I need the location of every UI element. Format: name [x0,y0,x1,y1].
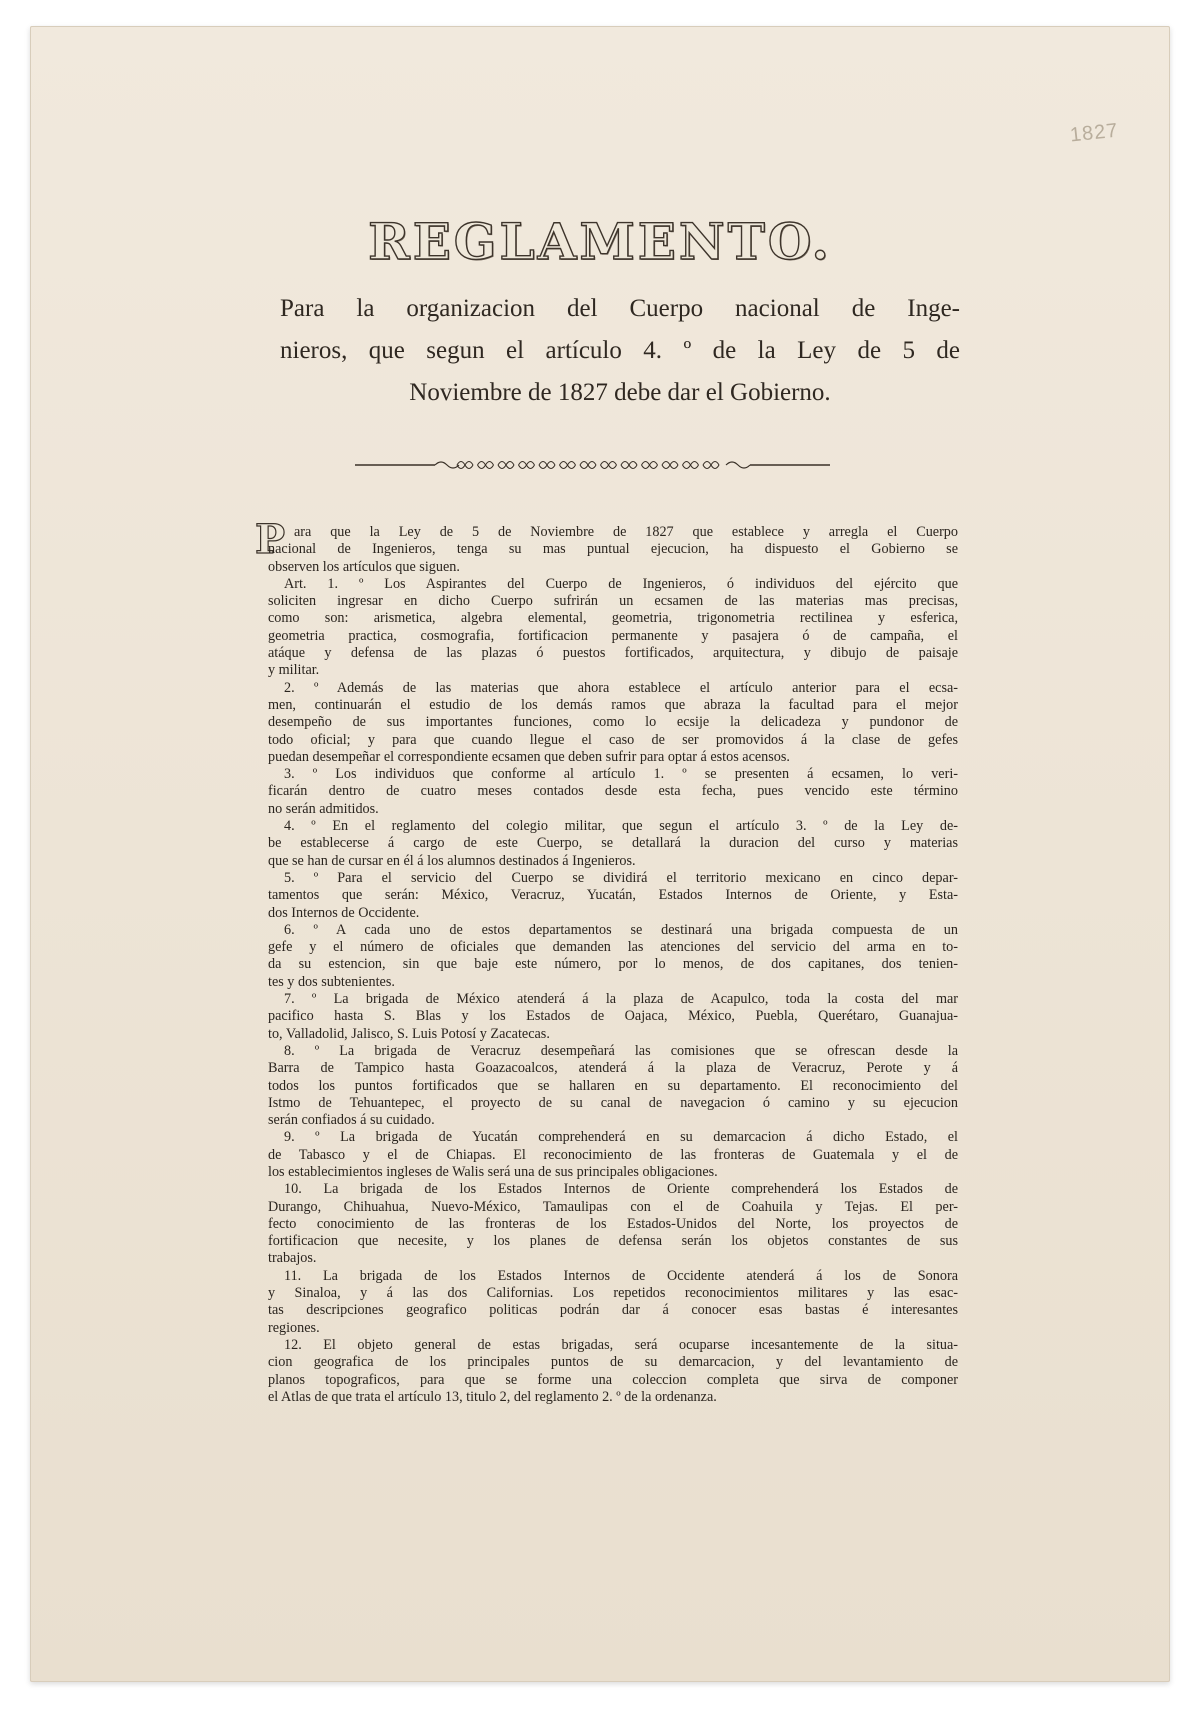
document-title: REGLAMENTO. [368,212,832,271]
body-line: Istmo de Tehuantepec, el proyecto de su canal de navegacion ó camino y su ejecucion [268,1094,958,1111]
body-line: ara que la Ley de 5 de Noviembre de 1827 que establece y arregla el Cuerpo [294,524,958,540]
body-line: no serán admitidos. [268,800,379,817]
body-line: de Tabasco y el de Chiapas. El reconocimiento de las fronteras de Guatemala y el de [268,1146,958,1163]
body-line: serán confiados á su cuidado. [268,1112,435,1129]
body-line: Durango, Chihuahua, Nuevo-México, Tamaulipas con el de Coahuila y Tejas. El per- [268,1198,958,1215]
body-line: 10. La brigada de los Estados Internos de Oriente comprehenderá los Estados de [284,1181,958,1198]
body-line: puedan desempeñar el correspondiente ecsamen que deben sufrir para optar á estos acensos. [268,748,790,765]
body-line: todo oficial; y para que cuando llegue el caso de ser promovidos á la clase de gefes [268,731,958,748]
body-line: da su estencion, sin que baje este número, por lo menos, de dos capitanes, dos tenien- [268,956,958,973]
body-line: 3. º Los individuos que conforme al artículo 1. º se presenten á ecsamen, lo veri- [284,766,958,783]
body-line: nacional de Ingenieros, tenga su mas puntual ejecucion, ha dispuesto el Gobierno se [268,541,958,558]
drop-cap: P [255,516,286,563]
body-line: soliciten ingresar en dicho Cuerpo sufrirán un ecsamen de las materias mas precisas, [268,593,958,610]
body-line: 7. º La brigada de México atenderá á la plaza de Acapulco, toda la costa del mar [284,991,958,1008]
document-body [268,524,958,1406]
body-line: Barra de Tampico hasta Goazacoalcos, atenderá á la plaza de Veracruz, Perote y á [268,1060,958,1077]
body-line: y Sinaloa, y á las dos Californias. Los repetidos reconocimientos militares y las esac- [268,1285,958,1302]
body-line: 4. º En el reglamento del colegio militar, que segun el artículo 3. º de la Ley de- [284,818,958,835]
body-line: trabajos. [268,1250,317,1267]
body-line: dos Internos de Occidente. [268,904,420,921]
subtitle-line: nieros, que segun el artículo 4. º de la Ley de 5 de [280,337,960,364]
body-line: be establecerse á cargo de este Cuerpo, se detallará la duracion del curso y materias [268,835,958,852]
body-line: 5. º Para el servicio del Cuerpo se dividirá el territorio mexicano en cinco depar- [284,869,958,886]
body-line: que se han de cursar en él á los alumnos destinados á Ingenieros. [268,852,636,869]
body-line: 2. º Además de las materias que ahora establece el artículo anterior para el ecsa- [284,679,958,696]
body-line: observen los artículos que siguen. [268,558,460,575]
body-line: regiones. [268,1319,320,1336]
body-line: cion geografica de los principales puntos de su demarcacion, y del levantamiento de [268,1354,958,1371]
subtitle-line: Noviembre de 1827 debe dar el Gobierno. [409,379,831,406]
body-line: atáque y defensa de las plazas ó puestos fortificados, arquitectura, y dibujo de paisaje [268,645,958,662]
body-line: todos los puntos fortificados que se hallaren en su departamento. El reconocimiento del [268,1077,958,1094]
body-line: Art. 1. º Los Aspirantes del Cuerpo de Ingenieros, ó individuos del ejército que [284,575,958,592]
body-line: 11. La brigada de los Estados Internos de Occidente atenderá á los de Sonora [284,1267,958,1284]
body-line: tamentos que serán: México, Veracruz, Yucatán, Estados Internos de Oriente, y Esta- [268,887,958,904]
subtitle-line: Para la organizacion del Cuerpo nacional de Inge- [280,295,960,322]
body-line: tas descripciones geografico politicas podrán dar á conocer esas bastas é interesantes [268,1302,958,1319]
body-line: gefe y el número de oficiales que demanden las atenciones del servicio del arma en to- [268,939,958,956]
body-line: 6. º A cada uno de estos departamentos se destinará una brigada compuesta de un [284,921,958,938]
body-line: 8. º La brigada de Veracruz desempeñará las comisiones que se ofrescan desde la [284,1042,958,1059]
body-line: 12. El objeto general de estas brigadas, será ocuparse incesantemente de la situa- [284,1336,958,1353]
body-line: los establecimientos ingleses de Walis será una de sus principales obligaciones. [268,1163,718,1180]
body-line: fortificacion que necesite, y los planes de defensa serán los objetos constantes de sus [268,1233,958,1250]
body-line: desempeño de sus importantes funciones, como lo ecsije la delicadeza y pundonor de [268,714,958,731]
body-line: men, continuarán el estudio de los demás ramos que abraza la facultad para el mejor [268,696,958,713]
body-line: pacifico hasta S. Blas y los Estados de Oajaca, México, Puebla, Querétaro, Guanajua- [268,1008,958,1025]
body-line: fecto conocimiento de las fronteras de los Estados-Unidos del Norte, los proyectos de [268,1215,958,1232]
ornamental-rule-icon [355,456,830,474]
body-line: planos topograficos, para que se forme una coleccion completa que sirva de componer [268,1371,958,1388]
pencil-annotation: 1827 [1068,119,1119,147]
body-line: tes y dos subtenientes. [268,973,395,990]
body-line: geometria practica, cosmografia, fortificacion permanente y pasajera ó de campaña, el [268,627,958,644]
body-line: 9. º La brigada de Yucatán comprehenderá en su demarcacion á dicho Estado, el [284,1129,958,1146]
body-line: y militar. [268,662,320,679]
body-line: ficarán dentro de cuatro meses contados desde esta fecha, pues vencido este término [268,783,958,800]
body-line: como son: arismetica, algebra elemental, geometria, trigonometria rectilinea y esferica, [268,610,958,627]
body-line: el Atlas de que trata el artículo 13, titulo 2, del reglamento 2. º de la ordenanza. [268,1388,717,1405]
body-line: to, Valladolid, Jalisco, S. Luis Potosí y Zacatecas. [268,1025,550,1042]
document-subtitle [280,288,960,414]
